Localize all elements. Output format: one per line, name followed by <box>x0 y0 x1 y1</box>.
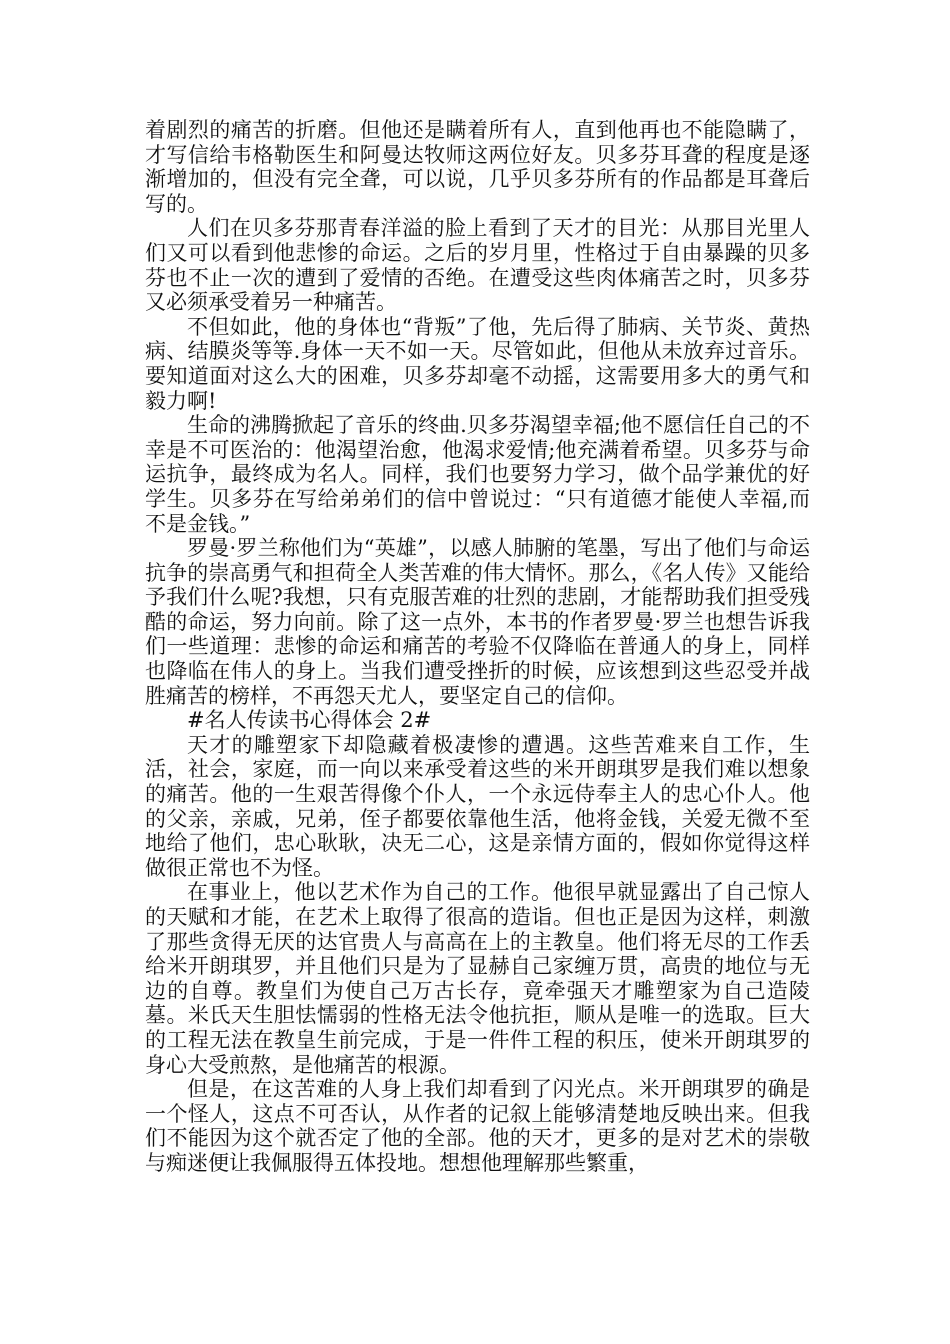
paragraph: 在事业上，他以艺术作为自己的工作。他很早就显露出了自己惊人的天赋和才能，在艺术上取得了很高的造诣。但也正是因为这样，刺激了那些贪得无厌的达官贵人与高高在上的主教皇。他们将无尽的工作丢给米开朗琪罗，并且他们只是为了显赫自己家缠万贯，高贵的地位与无边的自尊。教皇们为使自己万古长存，竟牵强天才雕塑家为自己造陵墓。米氏天生胆怯懦弱的性格无法令他抗拒，顺从是唯一的选取。巨大的工程无法在教皇生前完成，于是一件件工程的积压，使米开朗琪罗的身心大受煎熬，是他痛苦的根源。 <box>145 880 810 1077</box>
section-heading: #名人传读书心得体会 2# <box>187 708 432 733</box>
paragraph: 罗曼·罗兰称他们为“英雄”，以感人肺腑的笔墨，写出了他们与命运抗争的崇高勇气和担荷全人类苦难的伟大情怀。那么，《名人传》又能给予我们什么呢?我想，只有克服苦难的壮烈的悲剧，才能帮助我们担受残酷的命运，努力向前。除了这一点外，本书的作者罗曼·罗兰也想告诉我们一些道理：悲惨的命运和痛苦的考验不仅降临在普通人的身上，同样也降临在伟人的身上。当我们遭受挫折的时候，应该想到这些忍受并战胜痛苦的榜样，不再怨天尤人，要坚定自己的信仰。 <box>145 536 810 708</box>
document-page <box>145 118 810 1176</box>
paragraph: 不但如此，他的身体也“背叛”了他，先后得了肺病、关节炎、黄热病、结膜炎等等.身体一天不如一天。尽管如此，但他从未放弃过音乐。要知道面对这么大的困难，贝多芬却毫不动摇，这需要用多大的勇气和毅力啊! <box>145 314 810 413</box>
paragraph: 生命的沸腾掀起了音乐的终曲.贝多芬渴望幸福;他不愿信任自己的不幸是不可医治的：他渴望治愈，他渴求爱情;他充满着希望。贝多芬与命运抗争，最终成为名人。同样，我们也要努力学习，做个品学兼优的好学生。贝多芬在写给弟弟们的信中曾说过：“只有道德才能使人幸福,而不是金钱。” <box>145 413 810 536</box>
paragraph: 天才的雕塑家下却隐藏着极凄惨的遭遇。这些苦难来自工作，生活，社会，家庭，而一向以来承受着这些的米开朗琪罗是我们难以想象的痛苦。他的一生艰苦得像个仆人，一个永远侍奉主人的忠心仆人。他的父亲，亲戚，兄弟，侄子都要依靠他生活，他将金钱，关爱无微不至地给了他们，忠心耿耿，决无二心，这是亲情方面的，假如你觉得这样做很正常也不为怪。 <box>145 732 810 880</box>
paragraph: 但是，在这苦难的人身上我们却看到了闪光点。米开朗琪罗的确是一个怪人，这点不可否认，从作者的记叙上能够清楚地反映出来。但我们不能因为这个就否定了他的全部。他的天才，更多的是对艺术的崇敬与痴迷便让我佩服得五体投地。想想他理解那些繁重， <box>145 1077 810 1175</box>
paragraph: 着剧烈的痛苦的折磨。但他还是瞒着所有人，直到他再也不能隐瞒了，才写信给韦格勒医生和阿曼达牧师这两位好友。贝多芬耳聋的程度是逐渐增加的，但没有完全聋，可以说，几乎贝多芬所有的作品都是耳聋后写的。 <box>145 118 810 216</box>
paragraph: 人们在贝多芬那青春洋溢的脸上看到了天才的目光：从那目光里人们又可以看到他悲惨的命运。之后的岁月里，性格过于自由暴躁的贝多芬也不止一次的遭到了爱情的否绝。在遭受这些肉体痛苦之时，贝多芬又必须承受着另一种痛苦。 <box>145 216 810 315</box>
